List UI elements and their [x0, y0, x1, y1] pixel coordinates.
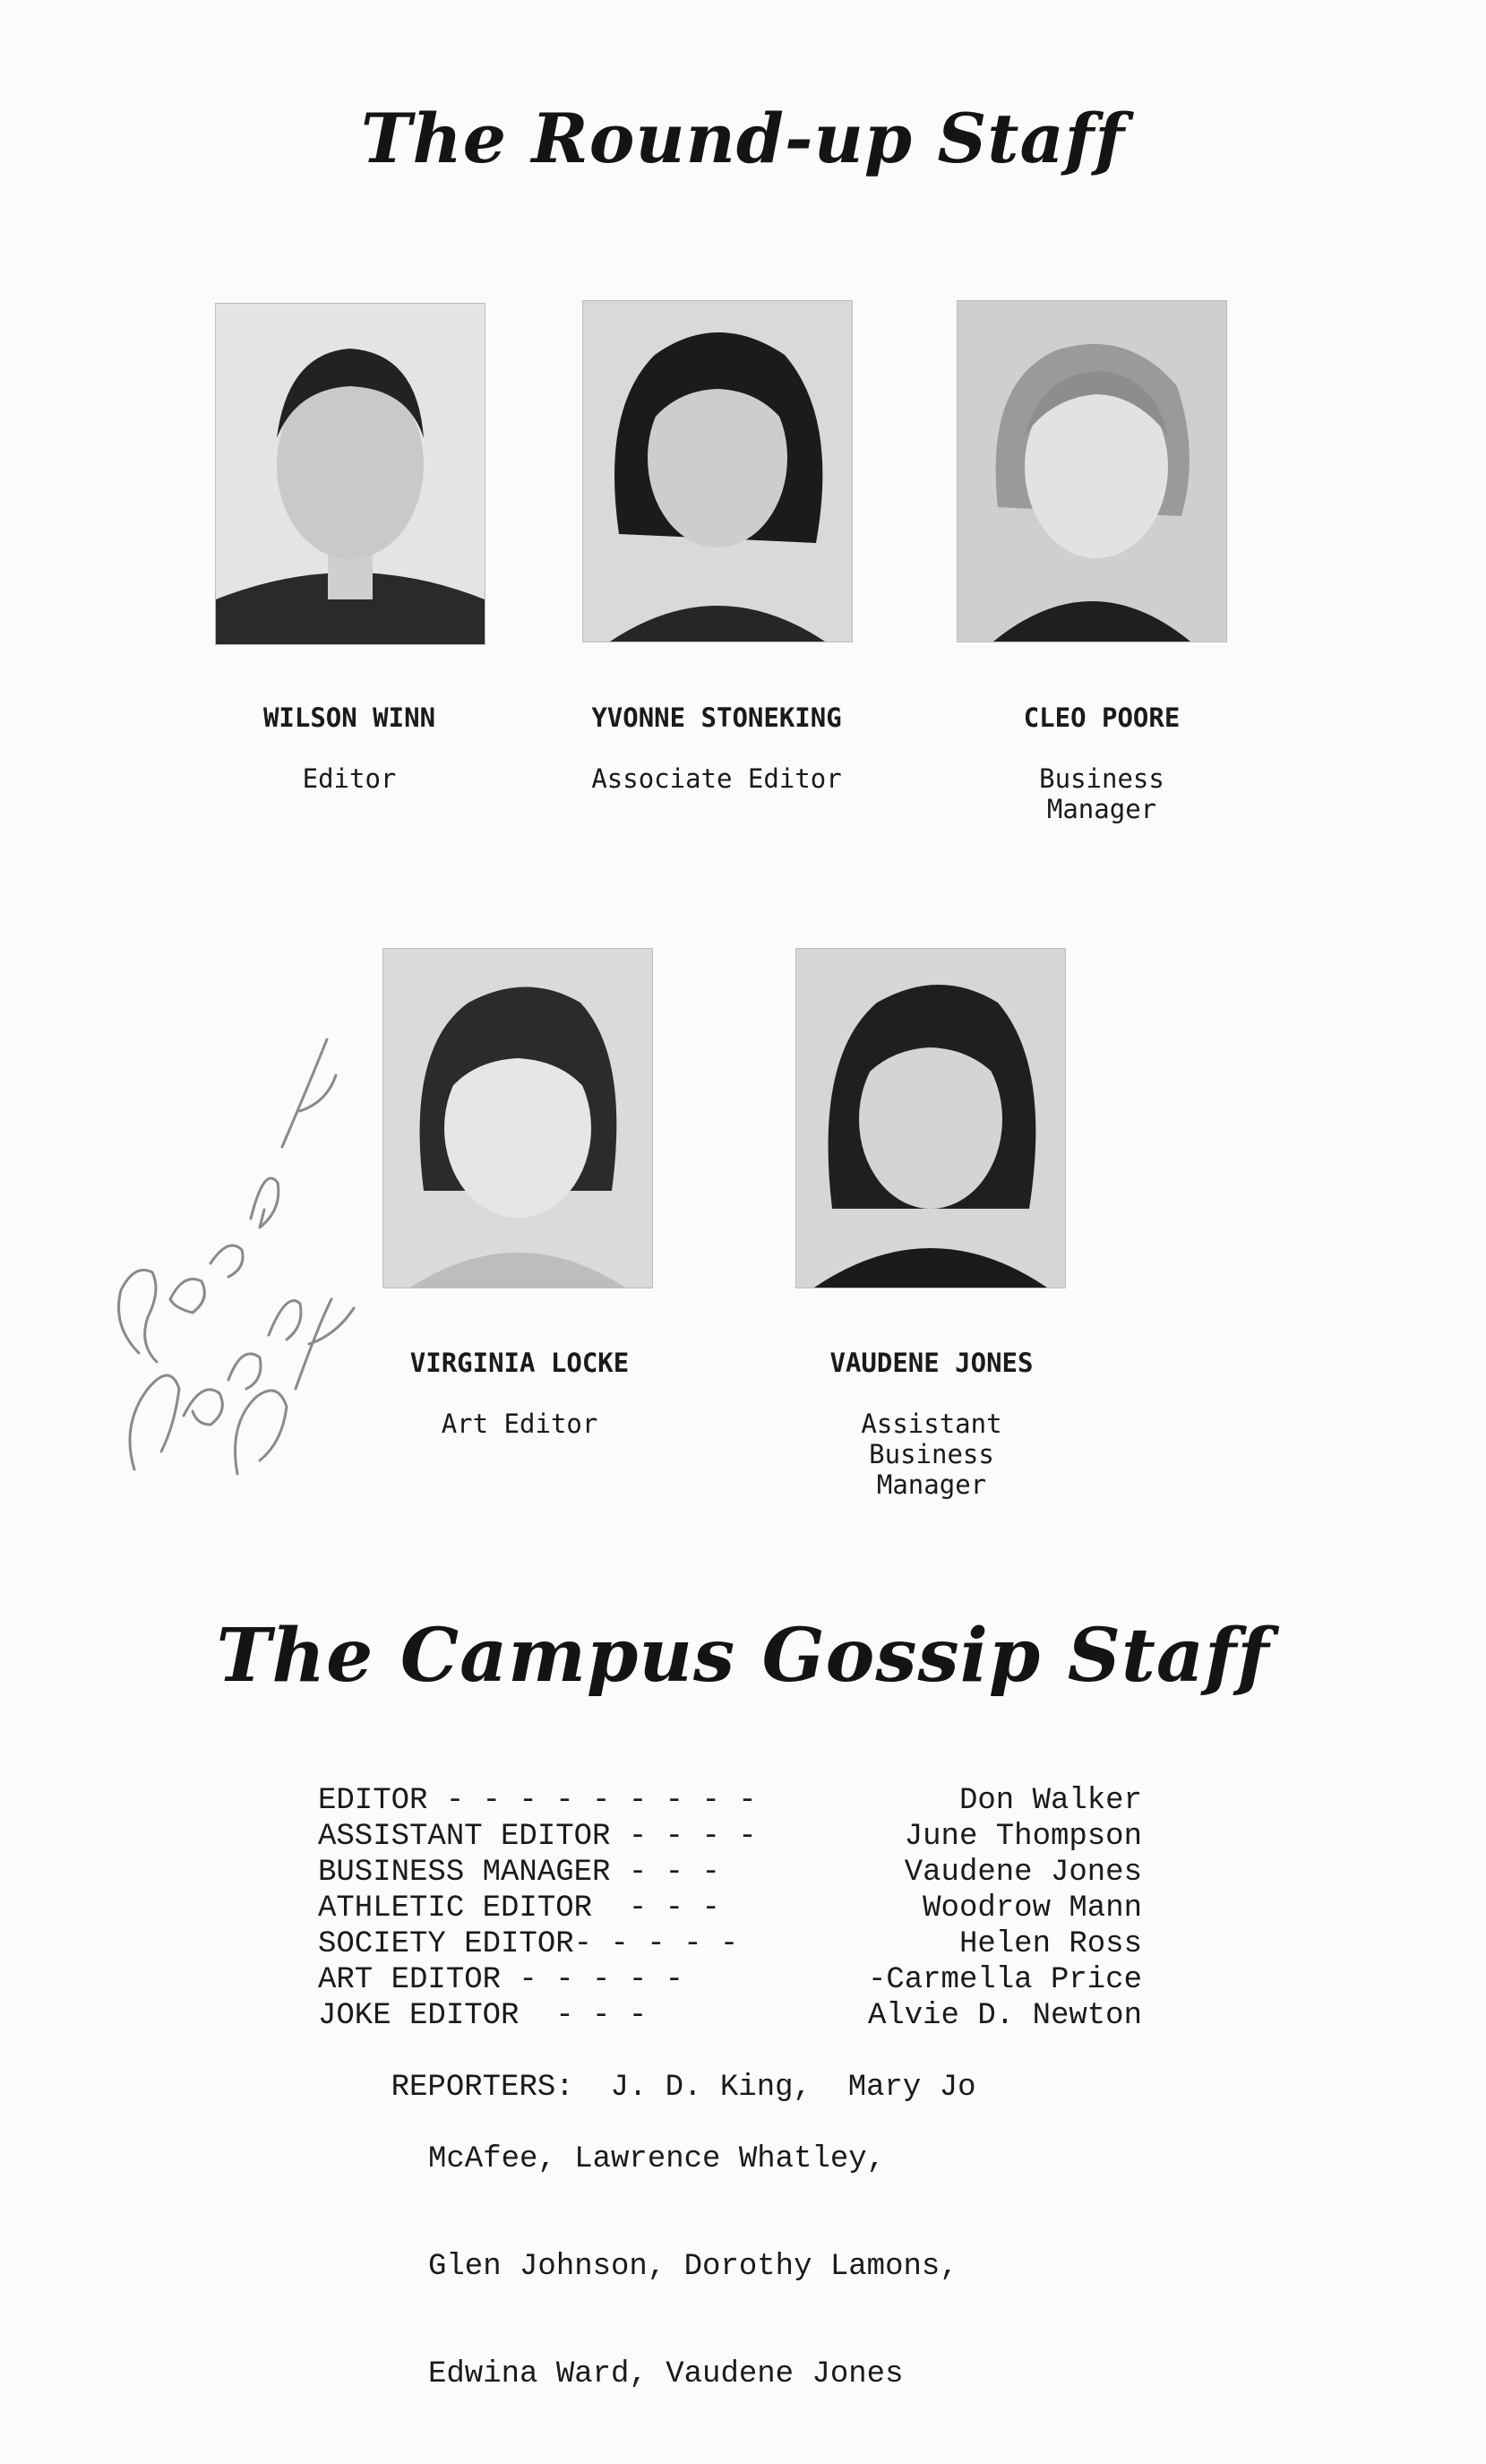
staff-member: Woodrow Mann [923, 1891, 1142, 1926]
staff-name: VIRGINIA LOCKE [409, 1348, 630, 1378]
staff-member: Alvie D. Newton [867, 1999, 1142, 2033]
portrait-photo-virginia-locke [382, 948, 653, 1288]
portrait-photo-vaudene-jones [795, 948, 1066, 1288]
staff-caption-virginia-locke [358, 1317, 681, 1469]
reporters-line: McAfee, Lawrence Whatley, [428, 2142, 886, 2176]
staff-caption-cleo-poore [967, 672, 1236, 855]
staff-member: Vaudene Jones [904, 1856, 1142, 1890]
staff-member: Helen Ross [958, 1927, 1142, 1961]
staff-position: ATHLETIC EDITOR - - - [318, 1891, 720, 1926]
portrait-photo-cleo-poore [957, 300, 1227, 642]
reporters-line: Edwina Ward, Vaudene Jones [428, 2357, 904, 2391]
staff-position: JOKE EDITOR - - - [318, 1999, 648, 2033]
handwritten-signature [85, 1004, 381, 1487]
staff-member: Don Walker [958, 1784, 1142, 1818]
reporters-line: Glen Johnson, Dorothy Lamons, [428, 2250, 958, 2284]
staff-position: ART EDITOR - - - - - [318, 1963, 684, 1997]
list-item [318, 1998, 1142, 2034]
staff-position: BUSINESS MANAGER - - - [318, 1856, 720, 1890]
staff-role: Art Editor [441, 1409, 598, 1439]
staff-role: Associate Editor [591, 763, 842, 794]
staff-role: Assistant Business Manager [861, 1409, 1002, 1500]
staff-position: SOCIETY EDITOR- - - - - [318, 1927, 739, 1961]
list-item [318, 1855, 1142, 1891]
staff-member: June Thompson [904, 1820, 1142, 1854]
campus-gossip-staff-title: The Campus Gossip Staff [216, 1613, 1270, 1699]
staff-name: WILSON WINN [262, 702, 436, 733]
staff-position: ASSISTANT EDITOR - - - - [318, 1820, 757, 1854]
staff-role: Business Manager [1039, 763, 1164, 824]
portrait-photo-yvonne-stoneking [582, 300, 853, 642]
staff-role: Editor [302, 763, 397, 794]
list-item [318, 1783, 1142, 1819]
portrait-photo-wilson-winn [215, 303, 485, 645]
reporters-block [318, 2034, 1142, 2464]
list-item [318, 1962, 1142, 1998]
staff-caption-yvonne-stoneking [555, 672, 878, 824]
staff-name: YVONNE STONEKING [591, 702, 842, 733]
list-item [318, 1819, 1142, 1855]
staff-caption-vaudene-jones [788, 1317, 1075, 1530]
staff-position: EDITOR - - - - - - - - - [318, 1784, 757, 1818]
roundup-staff-title: The Round-up Staff [360, 99, 1126, 178]
staff-member: -Carmella Price [867, 1963, 1142, 1997]
list-item [318, 1926, 1142, 1962]
reporters-line: REPORTERS: J. D. King, Mary Jo [391, 2071, 976, 2105]
staff-name: VAUDENE JONES [829, 1348, 1034, 1378]
staff-caption-wilson-winn [215, 672, 484, 824]
gossip-staff-list [318, 1783, 1142, 2464]
staff-name: CLEO POORE [1023, 702, 1181, 733]
list-item [318, 1891, 1142, 1926]
